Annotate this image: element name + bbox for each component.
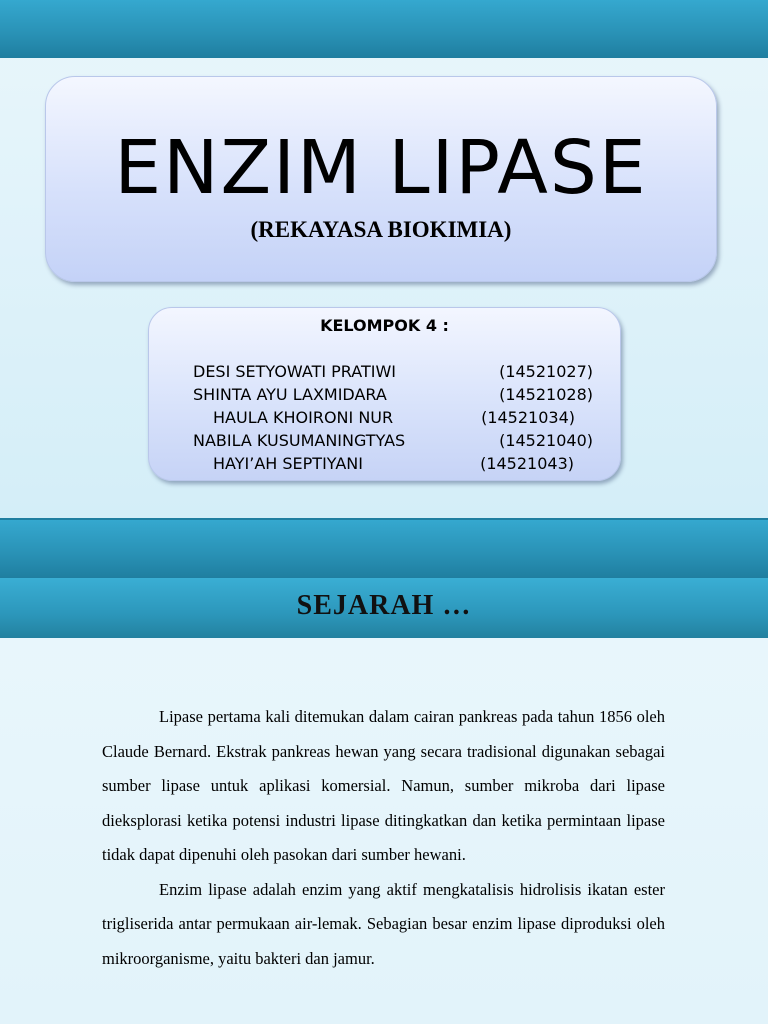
subtitle: (REKAYASA BIOKIMIA) <box>250 217 512 242</box>
group-label: KELOMPOK 4 : <box>320 316 449 335</box>
page-title: ENZIM LIPASE <box>114 125 648 211</box>
member-row <box>193 406 593 429</box>
member-row <box>193 383 593 406</box>
body-text <box>102 700 665 976</box>
member-name: DESI SETYOWATI PRATIWI <box>193 362 396 381</box>
member-row <box>193 452 593 475</box>
member-name: SHINTA AYU LAXMIDARA <box>193 385 387 404</box>
member-id: (14521027) <box>499 362 593 381</box>
paragraph: Enzim lipase adalah enzim yang aktif mengkatalisis hidrolisis ikatan ester trigliserida antar permukaan air-lemak. Sebagian besar enzim lipase diproduksi oleh mikroorganisme, yaitu bakteri dan jamur. <box>102 879 665 968</box>
member-box <box>148 307 621 481</box>
member-id: (14521034) <box>481 408 575 427</box>
section-title: SEJARAH … <box>296 590 472 621</box>
member-row <box>193 429 593 452</box>
history-slide <box>0 520 768 1024</box>
top-band <box>0 0 768 58</box>
member-id: (14521043) <box>480 454 574 473</box>
top-band <box>0 520 768 578</box>
member-id: (14521028) <box>499 385 593 404</box>
member-row <box>193 360 593 383</box>
member-name: NABILA KUSUMANINGTYAS <box>193 431 406 450</box>
paragraph: Lipase pertama kali ditemukan dalam cairan pankreas pada tahun 1856 oleh Claude Bernard. Ekstrak pankreas hewan yang secara tradisional digunakan sebagai sumber lipase untuk aplikasi komersial. Namun, sumber mikroba dari lipase dieksplorasi ketika potensi industri lipase ditingkatkan dan ketika permintaan lipase tidak dapat dipenuhi oleh pasokan dari sumber hewani. <box>102 707 665 864</box>
member-name: HAYI’AH SEPTIYANI <box>213 454 363 473</box>
member-id: (14521040) <box>499 431 593 450</box>
member-name: HAULA KHOIRONI NUR <box>213 408 394 427</box>
title-box <box>45 76 717 282</box>
member-list <box>193 360 593 475</box>
